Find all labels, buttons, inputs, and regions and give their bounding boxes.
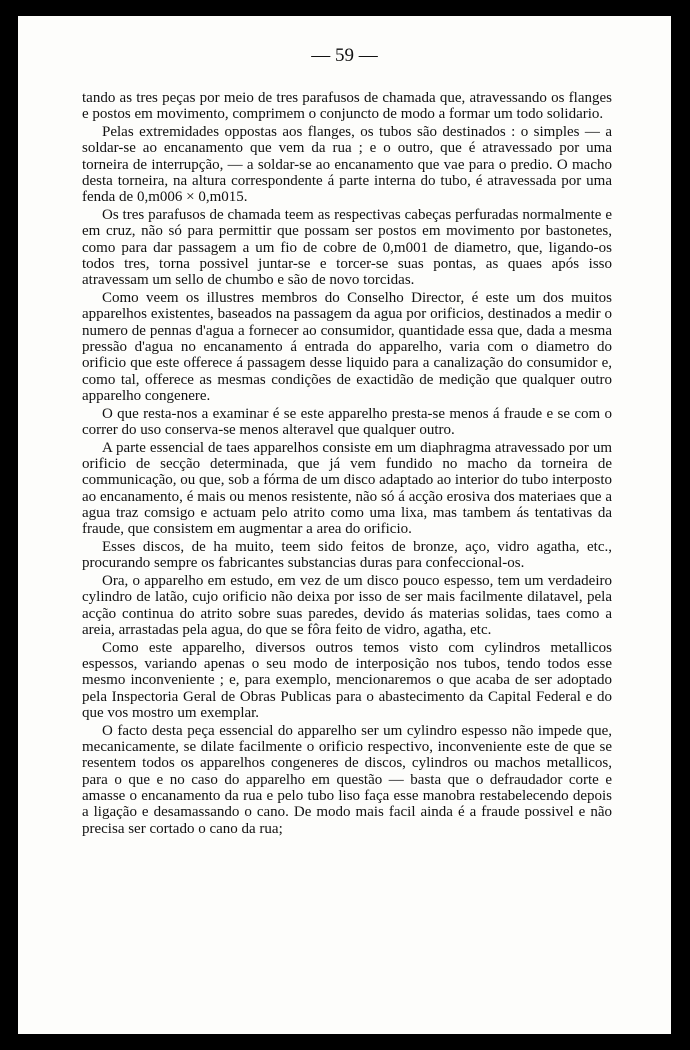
paragraph: tando as tres peças por meio de tres parafusos de chamada que, atravessando os flanges e postos em movimento, comprimem o conjuncto de modo a formar um todo solidario. — [82, 90, 612, 123]
body-text — [82, 90, 612, 837]
paragraph: O facto desta peça essencial do apparelho ser um cylindro espesso não impede que, mecanicamente, se dilate facilmente o orificio respectivo, inconveniente este de que se resentem todos os apparelhos congeneres de discos, cylindros ou machos metallicos, para o que e no caso do apparelho em questão — basta que o defraudador corte e amasse o encanamento da rua e pelo tubo liso faça esse manobra restabelecendo depois a ligação e desamassando o cano. De modo mais facil ainda é a fraude possivel e não precisa ser cortado o cano da rua; — [82, 722, 612, 837]
paragraph: Ora, o apparelho em estudo, em vez de um disco pouco espesso, tem um verdadeiro cylindro de latão, cujo orificio não deixa por isso de ser mais facilmente dilatavel, pela acção continua do atrito sobre suas paredes, devido ás materias solidas, taes como a areia, arrastadas pela agua, do que se fôra feito de vidro, agatha, etc. — [82, 573, 612, 638]
paragraph: Esses discos, de ha muito, teem sido feitos de bronze, aço, vidro agatha, etc., procurando sempre os fabricantes substancias duras para confeccional-os. — [82, 539, 612, 572]
paragraph: A parte essencial de taes apparelhos consiste em um diaphragma atravessado por um orificio de secção determinada, que já vem fundido no macho da torneira de communicação, ou que, sob a fórma de um disco adaptado ao interior do tubo interposto ao encanamento, é mais ou menos resistente, não só á acção erosiva dos materiaes que a agua traz comsigo e actuam pelo atrito como uma lixa, mas tambem ás tentativas da fraude, que consistem em augmentar a area do orificio. — [82, 439, 612, 538]
paragraph: Como veem os illustres membros do Conselho Director, é este um dos muitos apparelhos existentes, baseados na passagem da agua por orificios, destinados a medir o numero de pennas d'agua a fornecer ao consumidor, quantidade essa que, dada a mesma pressão d'agua no encanamento á entrada do apparelho, varia com o diametro do orificio que este offerece á passagem desse liquido para a canalização do consumidor e, como tal, offerece as mesmas condições de exactidão de medição que qualquer outro apparelho congenere. — [82, 290, 612, 404]
paragraph: Como este apparelho, diversos outros temos visto com cylindros metallicos espessos, variando apenas o seu modo de interposição nos tubos, tendo todos esse mesmo inconveniente ; e, para exemplo, mencionaremos o que acaba de ser adoptado pela Inspectoria Geral de Obras Publicas para o abastecimento da Capital Federal e do que vos mostro um exemplar. — [82, 639, 612, 721]
page-number: — 59 — — [311, 45, 378, 66]
paragraph: Os tres parafusos de chamada teem as respectivas cabeças perfuradas normalmente e em cruz, não só para permittir que possam ser postos em movimento por bastonetes, como para dar passagem a um fio de cobre de 0,m001 de diametro, que, ligando-os todos tres, torna possivel juntar-se e torcer-se suas pontas, as quaes após isso atravessam um sello de chumbo e são de novo torcidas. — [82, 207, 612, 289]
paragraph: Pelas extremidades oppostas aos flanges, os tubos são destinados : o simples — a soldar-se ao encanamento que vem da rua ; e o outro, que é atravessado por uma torneira de interrupção, — a soldar-se ao encanamento que vae para o predio. O macho desta torneira, na altura correspondente á parte interna do tubo, é atravessada por uma fenda de 0,m006 × 0,m015. — [82, 124, 612, 206]
paragraph: O que resta-nos a examinar é se este apparelho presta-se menos á fraude e se com o correr do uso conserva-se menos alteravel que qualquer outro. — [82, 405, 612, 438]
document-page — [18, 16, 671, 1034]
